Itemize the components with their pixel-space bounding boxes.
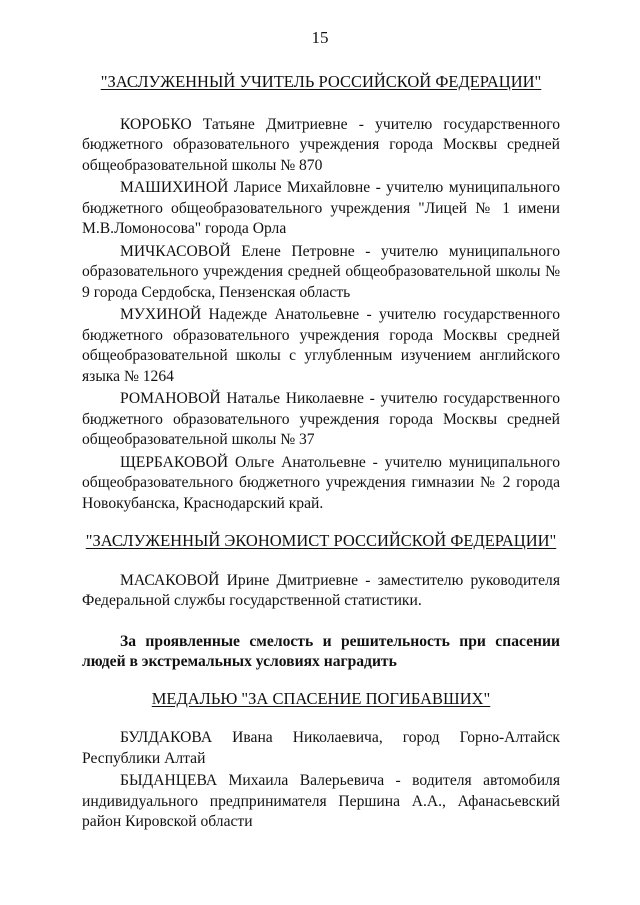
- award-entry: МУХИНОЙ Надежде Анатольевне - учителю государственного бюджетного образовательного учреждения города Москвы средней общеобразовательной школы с углубленным изучением английского языка № 1264: [82, 306, 560, 385]
- award-entry: БЫДАНЦЕВА Михаила Валерьевича - водителя автомобиля индивидуального предпринимателя Першина А.А., Афанасьевский район Кировской области: [82, 772, 560, 830]
- bravery-intro-paragraph: За проявленные смелость и решительность при спасении людей в экстремальных условиях наградить: [82, 632, 560, 670]
- award-entry: РОМАНОВОЙ Наталье Николаевне - учителю государственного бюджетного образовательного учреждения города Москвы средней общеобразовательной школы № 37: [82, 390, 560, 448]
- award-entry: МИЧКАСОВОЙ Елене Петровне - учителю муниципального образовательного учреждения средней общеобразовательной школы № 9 города Сердобска, Пензенская область: [82, 242, 560, 301]
- page-number: 15: [311, 28, 329, 47]
- section-heading-honored-teacher: "ЗАСЛУЖЕННЫЙ УЧИТЕЛЬ РОССИЙСКОЙ ФЕДЕРАЦИИ": [100, 72, 542, 91]
- award-entry: МАШИХИНОЙ Ларисе Михайловне - учителю муниципального бюджетного общеобразовательного учреждения "Лицей № 1 имени М.В.Ломоносова" города Орла: [82, 179, 560, 237]
- award-entry: ЩЕРБАКОВОЙ Ольге Анатольевне - учителю муниципального общеобразовательного бюджетного учреждения гимназии № 2 города Новокубанска, Краснодарский край.: [82, 453, 560, 512]
- award-entry: МАСАКОВОЙ Ирине Дмитриевне - заместителю руководителя Федеральной службы государственной статистики.: [82, 571, 560, 609]
- section-heading-honored-economist: "ЗАСЛУЖЕННЫЙ ЭКОНОМИСТ РОССИЙСКОЙ ФЕДЕРАЦИИ": [85, 531, 557, 550]
- award-entry: КОРОБКО Татьяне Дмитриевне - учителю государственного бюджетного образовательного учреждения города Москвы средней общеобразовательной школы № 870: [82, 115, 560, 174]
- award-entry: БУЛДАКОВА Ивана Николаевича, город Горно-Алтайск Республики Алтай: [82, 729, 560, 767]
- document-body: [82, 72, 560, 835]
- section-heading-rescue-medal: МЕДАЛЬЮ "ЗА СПАСЕНИЕ ПОГИБАВШИХ": [151, 688, 491, 708]
